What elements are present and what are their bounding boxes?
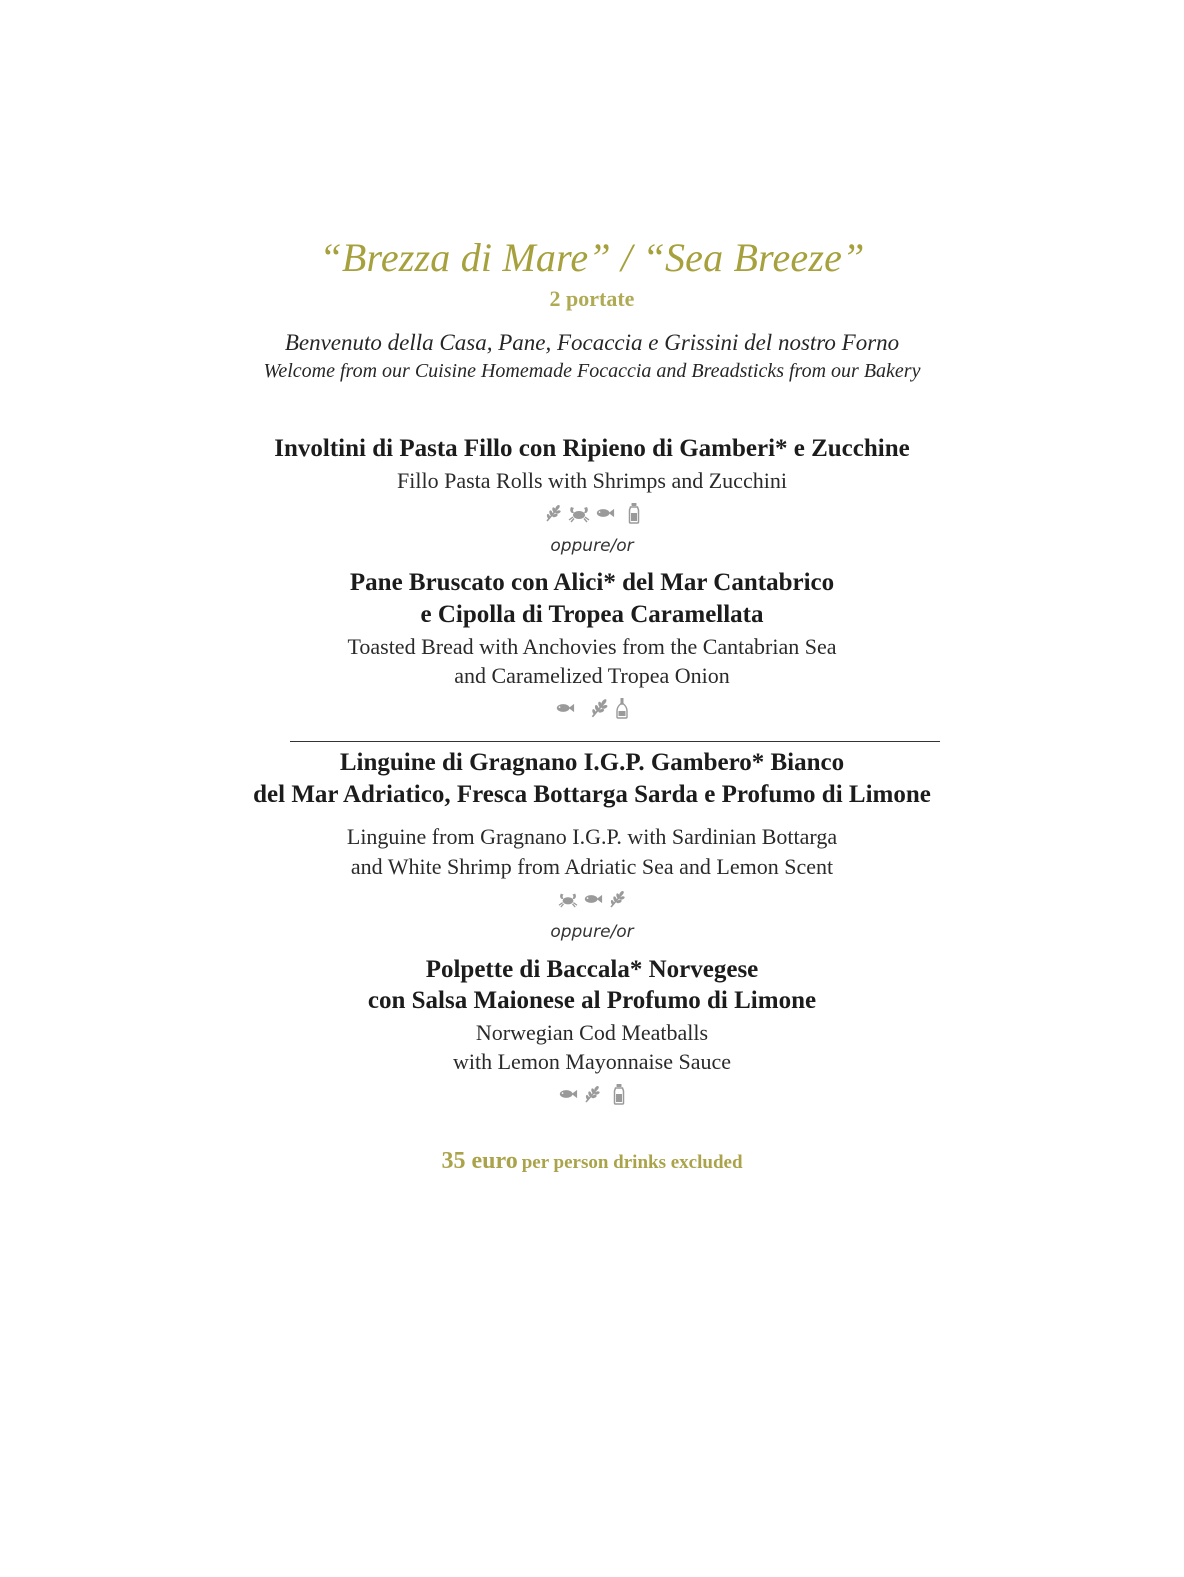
crustacean-icon bbox=[567, 503, 591, 523]
welcome-en: Welcome from our Cuisine Homemade Focaccia and Breadsticks from our Bakery bbox=[263, 360, 921, 382]
dairy-icon bbox=[612, 1083, 626, 1105]
fish-icon bbox=[555, 701, 575, 715]
fish-icon bbox=[595, 506, 615, 520]
starter-2-name-it-line1: Pane Bruscato con Alici* del Mar Cantabrico bbox=[349, 569, 835, 596]
starter-1-allergens bbox=[0, 502, 1184, 524]
welcome-it: Benvenuto della Casa, Pane, Focaccia e Grissini del nostro Forno bbox=[284, 330, 900, 355]
gluten-icon bbox=[587, 697, 611, 719]
dairy-icon bbox=[627, 502, 641, 524]
main-1-allergens bbox=[0, 888, 1184, 910]
fish-icon bbox=[558, 1087, 578, 1101]
price-note: per person drinks excluded bbox=[521, 1152, 743, 1173]
price-amount: 35 euro bbox=[441, 1148, 518, 1174]
main-1-name-it-line2: del Mar Adriatico, Fresca Bottarga Sarda e Profumo di Limone bbox=[253, 781, 931, 808]
main-1-name-en-line1: Linguine from Gragnano I.G.P. with Sardinian Bottarga bbox=[346, 824, 838, 849]
main-1-name-en-line2: and White Shrimp from Adriatic Sea and Lemon Scent bbox=[350, 854, 834, 879]
main-or-separator: oppure/or bbox=[550, 922, 634, 942]
main-2-name-en-line1: Norwegian Cod Meatballs bbox=[475, 1020, 709, 1045]
menu-subtitle: 2 portate bbox=[549, 286, 635, 311]
gluten-icon bbox=[582, 1084, 602, 1104]
course-divider bbox=[290, 741, 940, 742]
starter-2-name-it-line2: e Cipolla di Tropea Caramellata bbox=[420, 601, 764, 628]
gluten-icon bbox=[543, 503, 563, 523]
starter-1-name-en: Fillo Pasta Rolls with Shrimps and Zucchini bbox=[397, 468, 787, 493]
starter-2-name-en-line2: and Caramelized Tropea Onion bbox=[454, 663, 730, 688]
main-2-name-it-line1: Polpette di Baccala* Norvegese bbox=[425, 956, 759, 983]
price-line bbox=[0, 1148, 1184, 1175]
main-2-allergens bbox=[0, 1083, 1184, 1105]
starter-1-name-it: Involtini di Pasta Fillo con Ripieno di Gamberi* e Zucchine bbox=[274, 435, 910, 462]
main-2-name-en-line2: with Lemon Mayonnaise Sauce bbox=[453, 1049, 731, 1074]
main-1-name-it-line1: Linguine di Gragnano I.G.P. Gambero* Bianco bbox=[339, 749, 845, 776]
main-2-name-it-line2: con Salsa Maionese al Profumo di Limone bbox=[367, 987, 817, 1014]
gluten-icon bbox=[607, 889, 627, 909]
sulphite-icon bbox=[615, 697, 629, 719]
starter-2-allergens bbox=[0, 697, 1184, 719]
fish-icon bbox=[583, 892, 603, 906]
crustacean-icon bbox=[557, 890, 579, 908]
starter-2-name-en-line1: Toasted Bread with Anchovies from the Cantabrian Sea bbox=[347, 634, 837, 659]
starter-or-separator: oppure/or bbox=[550, 536, 634, 556]
menu-title: “Brezza di Mare” / “Sea Breeze” bbox=[319, 235, 865, 280]
